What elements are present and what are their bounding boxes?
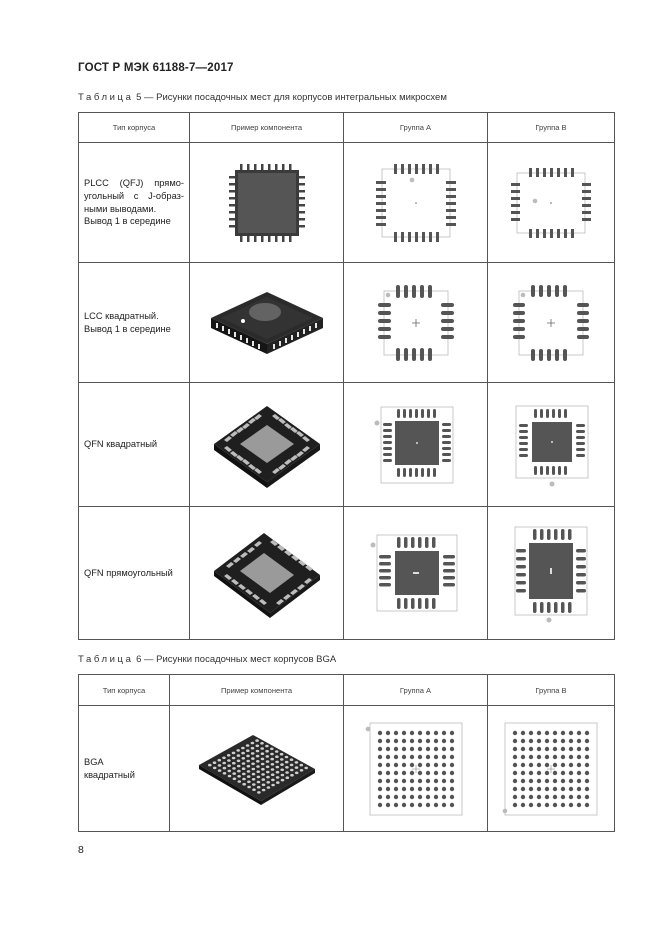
lcc-group-b-footprint bbox=[488, 263, 615, 383]
bga-group-b-footprint bbox=[488, 706, 615, 832]
table-row bbox=[79, 706, 615, 832]
page-number: 8 bbox=[78, 844, 84, 856]
table5-col-header-group-b: Группа B bbox=[488, 113, 615, 143]
package-type-cell: BGA квадратный bbox=[79, 706, 170, 832]
table6 bbox=[78, 674, 615, 832]
table5-col-header-group-a: Группа A bbox=[344, 113, 488, 143]
qfn-rectangular-group-b-footprint bbox=[488, 507, 615, 640]
table6-col-header-example: Пример компонента bbox=[170, 675, 344, 706]
qfn-rectangular-group-a-footprint bbox=[344, 507, 488, 640]
qfn-square-component-image bbox=[190, 383, 344, 507]
table5-caption-word: Таблица bbox=[78, 92, 134, 103]
package-type-cell: LCC квадратный. Вывод 1 в середине bbox=[79, 263, 190, 383]
table5-caption bbox=[78, 92, 447, 103]
table5-col-header-example: Пример компонента bbox=[190, 113, 344, 143]
lcc-component-image bbox=[190, 263, 344, 383]
plcc-component-image bbox=[190, 143, 344, 263]
table5 bbox=[78, 112, 615, 640]
table6-col-header-type: Тип корпуса bbox=[79, 675, 170, 706]
table5-col-header-type: Тип корпуса bbox=[79, 113, 190, 143]
qfn-square-group-a-footprint bbox=[344, 383, 488, 507]
plcc-group-b-footprint bbox=[488, 143, 615, 263]
table6-caption-word: Таблица bbox=[78, 654, 134, 665]
table-row bbox=[79, 383, 615, 507]
package-type-cell: QFN прямоугольный bbox=[79, 507, 190, 640]
table6-col-header-group-b: Группа B bbox=[488, 675, 615, 706]
document-header: ГОСТ Р МЭК 61188-7—2017 bbox=[78, 62, 234, 74]
table-row bbox=[79, 507, 615, 640]
table5-caption-text: 5 — Рисунки посадочных мест для корпусов интегральных микросхем bbox=[136, 92, 447, 103]
table6-caption bbox=[78, 654, 336, 665]
package-type-cell: QFN квадратный bbox=[79, 383, 190, 507]
table-row bbox=[79, 263, 615, 383]
plcc-group-a-footprint bbox=[344, 143, 488, 263]
package-type-cell: PLCC (QFJ) прямо- угольный с J-образ- ными выводами. Вывод 1 в середине bbox=[79, 143, 190, 263]
qfn-square-group-b-footprint bbox=[488, 383, 615, 507]
bga-group-a-footprint bbox=[344, 706, 488, 832]
table6-caption-text: 6 — Рисунки посадочных мест корпусов BGA bbox=[136, 654, 337, 665]
bga-component-image bbox=[170, 706, 344, 832]
table-row bbox=[79, 143, 615, 263]
qfn-rectangular-component-image bbox=[190, 507, 344, 640]
table6-col-header-group-a: Группа A bbox=[344, 675, 488, 706]
lcc-group-a-footprint bbox=[344, 263, 488, 383]
